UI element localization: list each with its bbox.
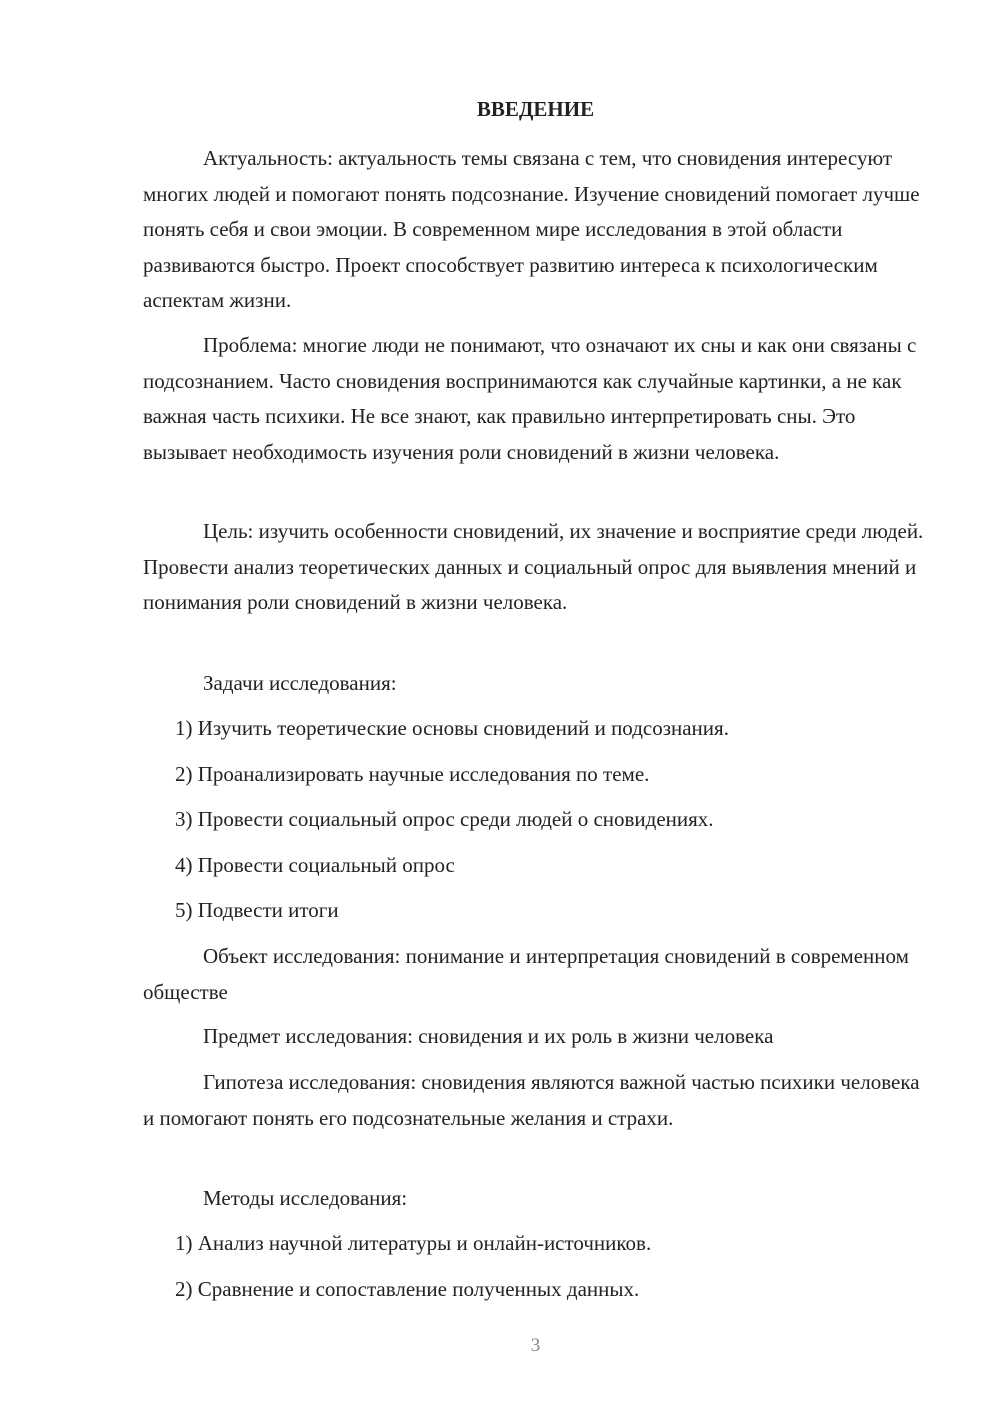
paragraph-problem: Проблема: многие люди не понимают, что означают их сны и как они связаны с подсознанием. Часто сновидения воспринимаются как случайные картинки, а не как важная часть психики. Не все знают, как правильно интерпретировать сны. Это вызывает необходимость изучения роли сновидений в жизни человека. — [143, 333, 917, 464]
task-item: 2) Проанализировать научные исследования по теме. — [175, 762, 650, 786]
paragraph-hypothesis: Гипотеза исследования: сновидения являются важной частью психики человека и помогают понять его подсознательные желания и страхи. — [143, 1070, 920, 1130]
task-item: 5) Подвести итоги — [175, 898, 339, 922]
tasks-heading: Задачи исследования: — [203, 671, 397, 695]
method-item: 1) Анализ научной литературы и онлайн-источников. — [175, 1231, 652, 1255]
paragraph-goal: Цель: изучить особенности сновидений, их значение и восприятие среди людей. Провести анализ теоретических данных и социальный опрос для выявления мнений и понимания роли сновидений в жизни человека. — [143, 519, 924, 614]
paragraph-relevance: Актуальность: актуальность темы связана с тем, что сновидения интересуют многих людей и помогают понять подсознание. Изучение сновидений помогает лучше понять себя и свои эмоции. В современном мире исследования в этой области развиваются быстро. Проект способствует развитию интереса к психологическим аспектам жизни. — [143, 146, 920, 312]
method-item: 2) Сравнение и сопоставление полученных данных. — [175, 1277, 640, 1301]
task-item: 1) Изучить теоретические основы сновидений и подсознания. — [175, 716, 729, 740]
section-title: ВВЕДЕНИЕ — [476, 97, 595, 121]
task-item: 3) Провести социальный опрос среди людей о сновидениях. — [175, 807, 714, 831]
methods-heading: Методы исследования: — [203, 1186, 408, 1210]
page-number: 3 — [530, 1335, 541, 1356]
task-item: 4) Провести социальный опрос — [175, 853, 455, 877]
paragraph-object: Объект исследования: понимание и интерпретация сновидений в современном обществе — [143, 944, 909, 1004]
paragraph-subject: Предмет исследования: сновидения и их роль в жизни человека — [203, 1024, 774, 1048]
